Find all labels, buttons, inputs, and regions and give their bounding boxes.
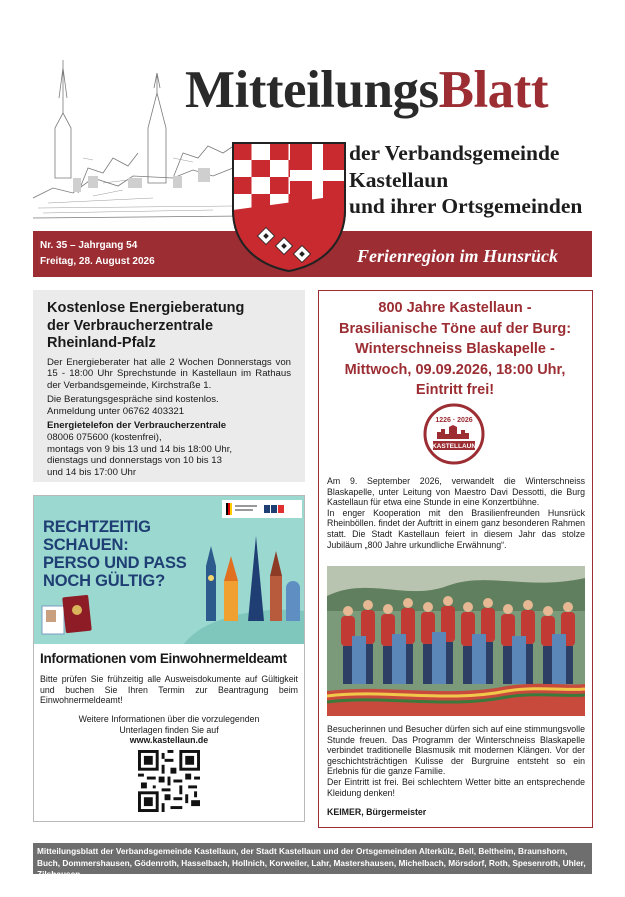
registration-office-info [40, 714, 298, 735]
energy-hotline-line: und 14 bis 17:00 Uhr [47, 466, 137, 478]
subtitle-line: Kastellaun [349, 167, 449, 192]
banner-line: NOCH GÜLTIG? [43, 572, 165, 590]
article-closing [327, 724, 585, 798]
concert-article [318, 290, 593, 828]
energy-hotline [47, 420, 291, 478]
banner-line: RECHTZEITIG [43, 518, 151, 536]
article-signature: KEIMER, Bürgermeister [327, 807, 427, 817]
info-line: Unterlagen finden Sie auf [119, 724, 219, 735]
qr-code-icon[interactable] [138, 750, 200, 812]
energy-registration-phone: Anmeldung unter 06762 403321 [47, 405, 185, 417]
subtitle-line: der Verbandsgemeinde [349, 141, 560, 165]
energy-title-line: Rheinland-Pfalz [47, 335, 156, 351]
region-tagline: Ferienregion im Hunsrück [357, 246, 559, 266]
masthead-title-part1: Mitteilungs [185, 61, 439, 119]
masthead-subtitle [349, 140, 582, 220]
energy-title-line: Kostenlose Energieberatung [47, 300, 245, 316]
registration-office-text: Bitte prüfen Sie frühzeitig alle Ausweisdokumente auf Gültigkeit und buchen Sie Ihren Termin zur Beantragung beim Einwohnermeldeamt! [40, 674, 298, 706]
id-check-banner [34, 496, 304, 644]
headline-line: Winterschneiss Blaskapelle - [355, 341, 555, 357]
registration-office-heading: Informationen vom Einwohnermeldeamt [40, 651, 287, 666]
travel-landmarks-illustration [34, 496, 304, 644]
energy-hotline-line: 08006 075600 (kostenfrei), [47, 432, 162, 444]
footer-publication-note: Mitteilungsblatt der Verbandsgemeinde Kastellaun, der Stadt Kastellaun und der Ortsgemeinden Alterkülz, Bell, Beltheim, Braunshorn, Buch, Dommershausen, Gödenroth, Hasselbach, Hollnich, Korweiler, Lahr, Mastershausen, Michelbach, Mörsdorf, Roth, Spesenroth, Uhler, Zilshausen [33, 843, 592, 874]
logo-years: 1226 · 2026 [435, 417, 473, 424]
energy-paragraph: Der Energieberater hat alle 2 Wochen Donnerstags von 15 - 18:00 Uhr Sprechstunde in Kastellaun im Rathaus der Verbandsgemeinde, Kirchstraße 1. [47, 356, 291, 391]
masthead-title-part2: Blatt [438, 61, 548, 119]
headline-line: Brasilianische Töne auf der Burg: [338, 320, 572, 337]
issue-number: Nr. 35 – Jahrgang 54 [40, 240, 138, 251]
website-link[interactable]: www.kastellaun.de [129, 735, 209, 745]
article-intro [327, 476, 585, 550]
coat-of-arms-icon [230, 140, 348, 273]
anniversary-logo-icon [423, 403, 485, 465]
headline-line: 800 Jahre Kastellaun - [378, 300, 532, 316]
article-headline [325, 298, 585, 401]
subtitle-line: und ihrer Ortsgemeinden [349, 194, 583, 218]
headline-line: Mittwoch, 09.09.2026, 18:00 Uhr, [344, 361, 566, 378]
energy-hotline-line: dienstags und donnerstags von 10 bis 13 [47, 455, 222, 467]
energy-title [47, 300, 291, 353]
energy-paragraph-2 [47, 394, 291, 417]
article-paragraph: Besucherinnen und Besucher dürfen sich auf eine stimmungsvolle Stunde freuen. Das Programm der Winterschneiss Blaskapelle verbindet traditionelle Blasmusik mit modernen Klängen. Vor der geschichtsträchtigen Kulisse der Burgruine entsteht so ein Erlebnis für die ganze Familie. [327, 724, 585, 777]
energy-title-line: der Verbraucherzentrale [47, 317, 214, 334]
energy-hotline-title: Energietelefon der Verbraucherzentrale [47, 420, 227, 432]
info-line: Weitere Informationen über die vorzulegenden [78, 714, 260, 724]
masthead-title [185, 61, 548, 119]
article-paragraph: In enger Kooperation mit den Brasilienfreunden Hunsrück Rheinböllen. findet der Auftritt in einem ganz besonderen Rahmen statt. Die Stadt Kastellaun feiert in diesem Jahr das stolze Jubiläum „800 Jahre urkundliche Erwähnung“. [327, 507, 585, 550]
energy-hotline-line: montags von 9 bis 13 und 14 bis 18:00 Uhr, [47, 443, 233, 455]
banner-line: PERSO UND PASS [43, 554, 187, 572]
banner-line: SCHAUEN: [43, 536, 129, 554]
article-paragraph: Am 9. September 2026, verwandelt die Winterschneiss Blaskapelle, unter Leitung von Maestro Davi Dessotti, die Burg Kastellaun für etwa eine Stunde in eine Konzertbühne. [327, 476, 585, 508]
energy-free-note: Die Beratungsgespräche sind kostenlos. [47, 394, 219, 406]
logo-name: KASTELLAUN [431, 443, 477, 450]
registration-office-box [33, 495, 305, 822]
band-group-photo [327, 566, 585, 716]
issue-date: Freitag, 28. August 2026 [40, 256, 155, 267]
energy-consultation-box [33, 290, 305, 482]
headline-line: Eintritt frei! [415, 382, 495, 398]
article-paragraph: Der Eintritt ist frei. Bei schlechtem Wetter bitte an entsprechende Kleidung denken! [327, 776, 585, 798]
